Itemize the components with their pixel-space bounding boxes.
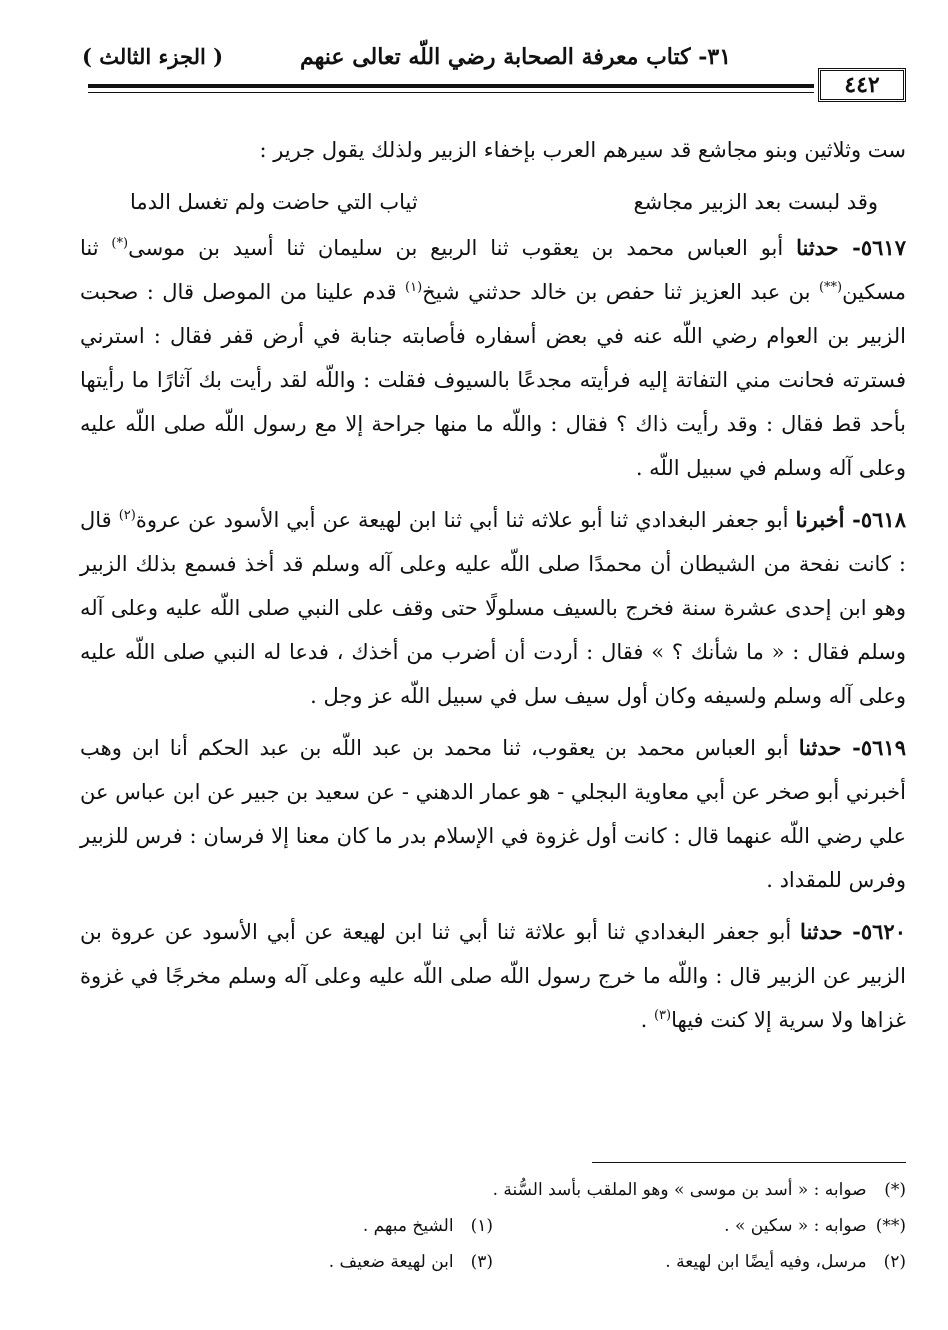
- hadith-5617: [80, 226, 906, 490]
- hadith-text: أبو العباس محمد بن يعقوب، ثنا محمد بن عبد اللّه بن عبد الحكم أنا ابن وهب أخبرني أبو صخر عن أبي معاوية البجلي - هو عمار الدهني - عن سعيد بن جبير عن ابن عباس عن علي رضي اللّه عنهما قال : كانت أول غزوة في الإسلام بدر ما كان معنا إلا فرسان : فرس للزبير وفرس للمقداد .: [80, 736, 906, 892]
- footnote-mark: (٢): [883, 1252, 906, 1272]
- hadith-text: أبو جعفر البغدادي ثنا أبو علاثة ثنا أبي ثنا ابن لهيعة عن أبي الأسود عن عروة بن الزبير عن الزبير قال : واللّه ما خرج رسول اللّه صلى اللّه عليه وعلى آله وسلم مخرجًا في غزوة غزاها ولا سرية إلا كنت فيها: [80, 920, 906, 1032]
- verse-first-hemistich: وقد لبست بعد الزبير مجاشع: [633, 190, 878, 214]
- page-number: ٤٤٢: [818, 68, 906, 102]
- footnotes: [80, 1172, 906, 1280]
- chapter-title: ٣١- كتاب معرفة الصحابة رضي اللّه تعالى عنهم: [300, 44, 732, 70]
- footnote-rule: [592, 1162, 906, 1163]
- footnote-row: [80, 1208, 906, 1244]
- footnote-mark: (١): [470, 1216, 493, 1236]
- hadith-5620: [80, 910, 906, 1042]
- hadith-text: بن عبد العزيز ثنا حفص بن خالد حدثني شيخ: [422, 280, 819, 304]
- footnote-star: [493, 1172, 906, 1208]
- footnote-text: مرسل، وفيه أيضًا ابن لهيعة .: [665, 1252, 867, 1272]
- footnote-mark: (*): [884, 1180, 906, 1200]
- hadith-text: أبو جعفر البغدادي ثنا أبو علاثه ثنا أبي ثنا ابن لهيعة عن أبي الأسود عن عروة: [135, 508, 796, 532]
- hadith-number: ٥٦١٨: [860, 507, 906, 532]
- footnote-ref: (١): [405, 280, 423, 295]
- hadith-text: ثنا مسكين: [80, 236, 907, 304]
- footnote-ref: (**): [818, 280, 843, 295]
- footnote-ref: (٢): [118, 508, 136, 523]
- footnote-mark: (**): [875, 1216, 906, 1236]
- footnote-ref: (*): [111, 236, 129, 251]
- hadith-5618: [80, 498, 906, 718]
- main-text: [80, 128, 906, 1050]
- footnote-double-star: [493, 1208, 906, 1244]
- footnote-text: الشيخ مبهم .: [362, 1216, 454, 1236]
- hadith-lead-word: - حدثنا: [800, 919, 861, 944]
- footnote-1: [80, 1208, 493, 1244]
- poem-verse: [80, 180, 906, 224]
- footnote-text: صوابه : « سكين » .: [724, 1216, 867, 1236]
- header-rule-thin: [88, 92, 814, 93]
- verse-second-hemistich: ثياب التي حاضت ولم تغسل الدما: [130, 190, 418, 214]
- hadith-number: ٥٦٢٠: [860, 919, 906, 944]
- footnote-3: [80, 1244, 493, 1280]
- volume-label: ( الجزء الثالث ): [82, 44, 224, 69]
- hadith-text: قدم علينا من الموصل قال : صحبت الزبير بن العوام رضي اللّه عنه في بعض أسفاره فأصابته جنابة في أرض قفر فقال : استرني فسترته فحانت مني التفاتة إليه فرأيته مجدعًا بالسيوف فقلت : واللّه لقد رأيت بك آثارًا ما رأيتها بأحد قط فقال : وقد رأيت ذاك ؟ فقال : واللّه ما منها جراحة إلا مع رسول اللّه صلى اللّه عليه وعلى آله وسلم في سبيل اللّه .: [80, 280, 906, 480]
- footnote-ref: (٣): [653, 1008, 672, 1023]
- hadith-5619: [80, 726, 906, 902]
- footnote-row: [80, 1244, 906, 1280]
- hadith-lead-word: - حدثنا: [796, 235, 861, 260]
- hadith-lead-word: - حدثنا: [798, 735, 861, 760]
- header-rule: [88, 84, 814, 88]
- hadith-number: ٥٦١٩: [860, 735, 906, 760]
- hadith-text: .: [640, 1008, 654, 1032]
- hadith-lead-word: - أخبرنا: [795, 507, 861, 532]
- footnote-2: [493, 1244, 906, 1280]
- hadith-number: ٥٦١٧: [860, 235, 906, 260]
- hadith-text: قال : كانت نفحة من الشيطان أن محمدًا صلى اللّه عليه وعلى آله وسلم قد أخذ فسمع بذلك الزبير وهو ابن إحدى عشرة سنة فخرج بالسيف مسلولًا حتى وقف على النبي صلى اللّه عليه وعلى آله وسلم فقال : « ما شأنك ؟ » فقال : أردت أن أضرب من أخذك ، فدعا له النبي صلى اللّه عليه وعلى آله وسلم ولسيفه وكان أول سيف سل في سبيل اللّه عز وجل .: [80, 508, 906, 708]
- footnote-text: صوابه : « أسد بن موسى » وهو الملقب بأسد السُّنة .: [492, 1180, 867, 1200]
- footnote-mark: (٣): [470, 1252, 493, 1272]
- footnote-text: ابن لهيعة ضعيف .: [328, 1252, 454, 1272]
- footnote-row: [80, 1172, 906, 1208]
- intro-paragraph: ست وثلاثين وبنو مجاشع قد سيرهم العرب بإخفاء الزبير ولذلك يقول جرير :: [259, 138, 906, 162]
- hadith-text: أبو العباس محمد بن يعقوب ثنا الربيع بن سليمان ثنا أسيد بن موسى: [128, 236, 797, 260]
